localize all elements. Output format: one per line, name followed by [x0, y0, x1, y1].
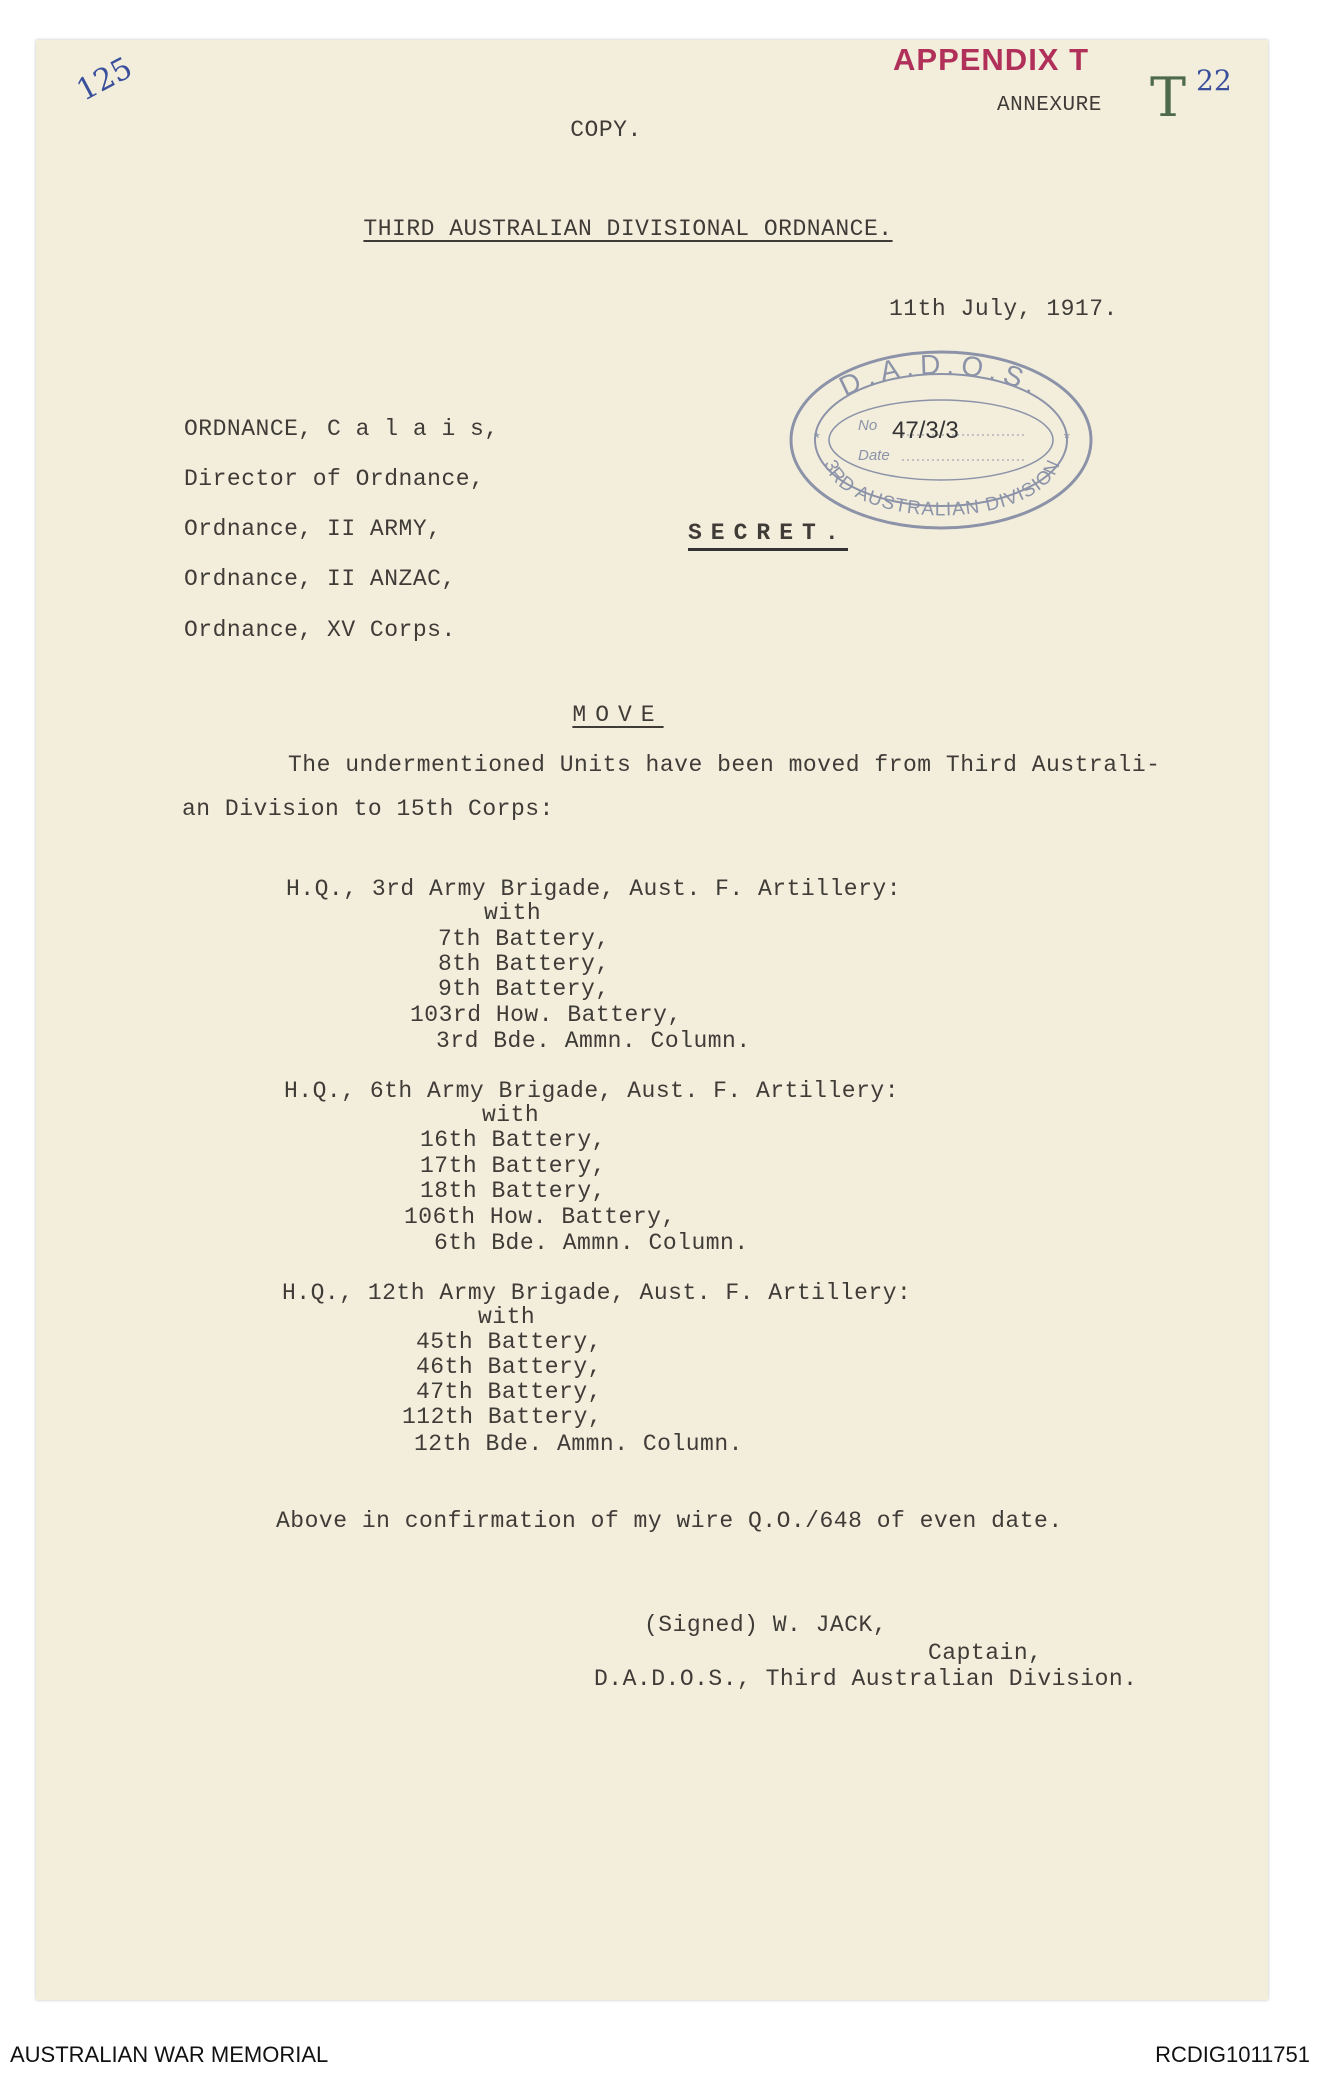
stamp-no-value: 47/3/3 [892, 417, 959, 444]
stamp-date-label: Date [858, 447, 890, 464]
appendix-annotation: APPENDIX T [893, 42, 1090, 77]
copy-label: COPY. [570, 117, 642, 143]
footer-record-id: RCDIG1011751 [1155, 2042, 1310, 2067]
addressee-2: Director of Ordnance, [184, 466, 485, 492]
annexure-label: ANNEXURE [997, 94, 1102, 117]
brigade-2-with: with [482, 1102, 540, 1128]
brigade-2-heading: H.Q., 6th Army Brigade, Aust. F. Artillery: [284, 1078, 899, 1104]
footer-institution: AUSTRALIAN WAR MEMORIAL [10, 2042, 329, 2067]
stamp-star-right: * [1062, 431, 1072, 449]
addressee-5: Ordnance, XV Corps. [184, 617, 456, 643]
document-date: 11th July, 1917. [889, 296, 1118, 322]
brigade-3-unit: 12th Bde. Ammn. Column. [414, 1431, 743, 1457]
stamp-no-label: No [858, 417, 878, 434]
folio-number: 125 [71, 50, 139, 109]
stamp-top-text: D.A.D.O.S. [834, 348, 1049, 403]
brigade-2-unit: 106th How. Battery, [404, 1204, 676, 1230]
signature-appointment: D.A.D.O.S., Third Australian Division. [594, 1666, 1138, 1692]
brigade-1-unit: 8th Battery, [438, 951, 610, 977]
stamp-bottom-text: 3RD AUSTRALIAN DIVISION [819, 456, 1065, 521]
brigade-3-unit: 45th Battery, [416, 1329, 602, 1355]
brigade-1-unit: 103rd How. Battery, [410, 1002, 682, 1028]
signature-signed: (Signed) W. JACK, [644, 1612, 888, 1638]
intro-line-1: The undermentioned Units have been moved from Third Australi- [288, 752, 1161, 778]
brigade-2-unit: 6th Bde. Ammn. Column. [434, 1230, 749, 1256]
brigade-2-unit: 18th Battery, [420, 1178, 606, 1204]
brigade-1-with: with [484, 900, 542, 926]
intro-line-2: an Division to 15th Corps: [182, 796, 554, 822]
confirmation-line: Above in confirmation of my wire Q.O./648 of even date. [276, 1508, 1063, 1534]
signature-rank: Captain, [928, 1640, 1043, 1666]
brigade-2-unit: 17th Battery, [420, 1153, 606, 1179]
brigade-1-heading: H.Q., 3rd Army Brigade, Aust. F. Artillery: [286, 876, 901, 902]
brigade-2-unit: 16th Battery, [420, 1127, 606, 1153]
document-title: THIRD AUSTRALIAN DIVISIONAL ORDNANCE. [363, 216, 893, 242]
brigade-3-unit: 47th Battery, [416, 1379, 602, 1405]
brigade-3-heading: H.Q., 12th Army Brigade, Aust. F. Artillery: [282, 1280, 912, 1306]
page-number: 22 [1196, 64, 1232, 97]
addressee-1: ORDNANCE, C a l a i s, [184, 416, 499, 442]
annexure-letter: T [1150, 66, 1187, 129]
brigade-1-unit: 9th Battery, [438, 976, 610, 1002]
classification-secret: SECRET. [688, 520, 848, 551]
brigade-1-unit: 3rd Bde. Ammn. Column. [436, 1028, 751, 1054]
brigade-3-with: with [478, 1304, 536, 1330]
addressee-3: Ordnance, II ARMY, [184, 516, 442, 542]
addressee-4: Ordnance, II ANZAC, [184, 566, 456, 592]
brigade-3-unit: 46th Battery, [416, 1354, 602, 1380]
subject-move: MOVE [572, 702, 664, 728]
brigade-1-unit: 7th Battery, [438, 926, 610, 952]
brigade-3-unit: 112th Battery, [402, 1404, 603, 1430]
stamp-star-left: * [812, 431, 822, 449]
